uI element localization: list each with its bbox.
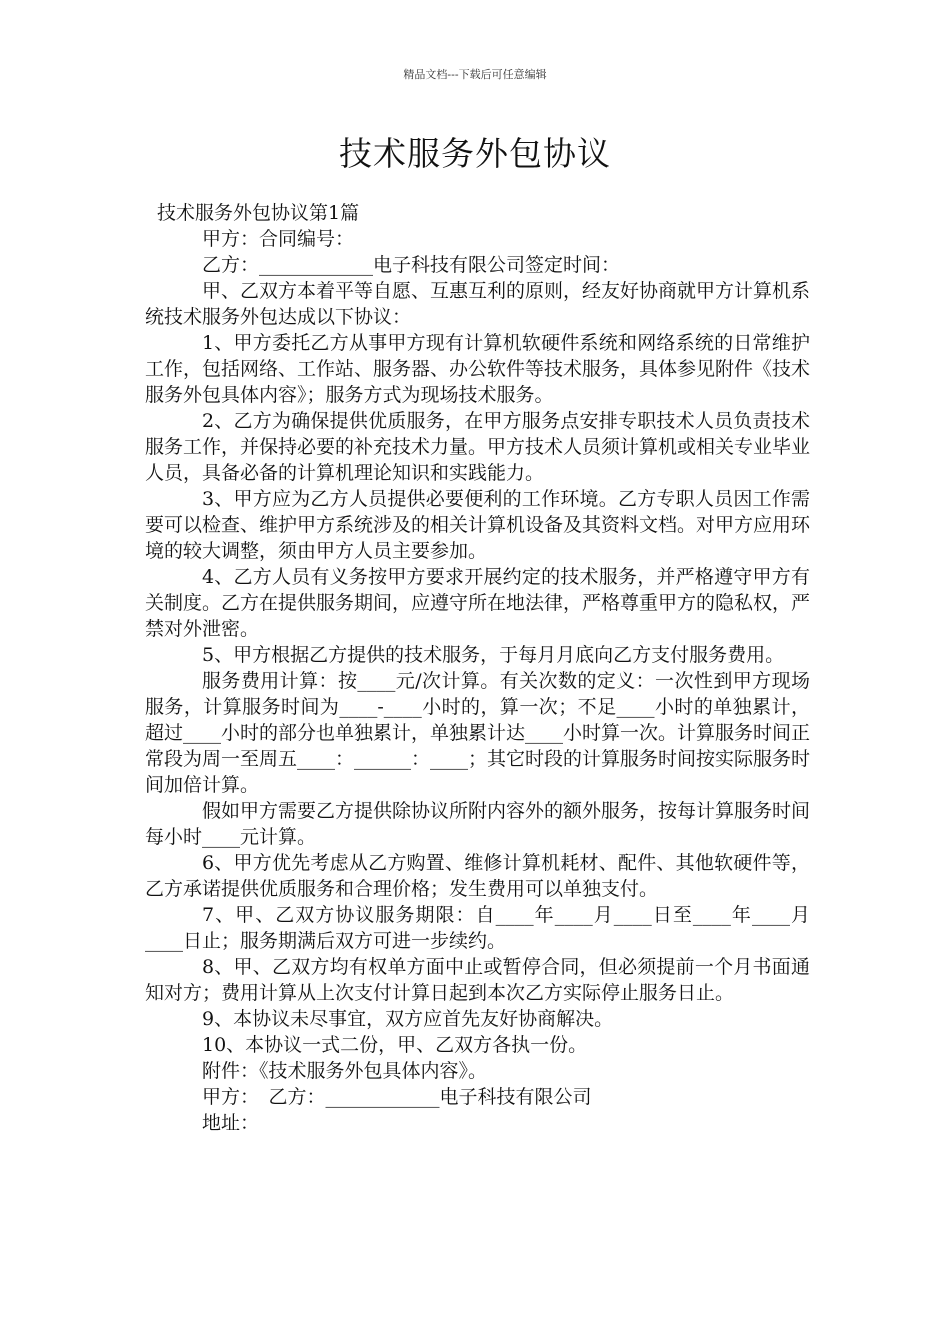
clause-5: 5、甲方根据乙方提供的技术服务，于每月月底向乙方支付服务费用。 <box>202 644 785 666</box>
address-line: 地址： <box>202 1112 260 1134</box>
attachment-line: 附件：《技术服务外包具体内容》。 <box>202 1060 488 1082</box>
clause-10: 10、本协议一式二份，甲、乙双方各执一份。 <box>202 1034 588 1056</box>
clause-3: 3、甲方应为乙方人员提供必要便利的工作环境。乙方专职人员因工作需要可以检查、维护甲方系统涉及的相关计算机设备及其资料文档。对甲方应用环境的较大调整，须由甲方人员主要参加。 <box>145 488 811 562</box>
fee-calculation-paragraph: 服务费用计算：按____元/次计算。有关次数的定义：一次性到甲方现场服务，计算服务时间为____-____小时的，算一次；不足____小时的单独累计，超过____小时的部分也单独累计，单独累计达____小时算一次。计算服务时间正常段为周一至周五____：______：____；其它时段的计算服务时间按实际服务时间加倍计算。 <box>145 670 811 796</box>
document-title: 技术服务外包协议 <box>339 134 611 173</box>
clause-8: 8、甲、乙双方均有权单方面中止或暂停合同，但必须提前一个月书面通知对方；费用计算从上次支付计算日起到本次乙方实际停止服务日止。 <box>145 956 810 1004</box>
clause-4: 4、乙方人员有义务按甲方要求开展约定的技术服务，并严格遵守甲方有关制度。乙方在提供服务期间，应遵守所在地法律，严格尊重甲方的隐私权，严禁对外泄密。 <box>145 566 811 640</box>
clause-7: 7、甲、乙双方协议服务期限：自____年____月____日至____年____月____日止；服务期满后双方可进一步续约。 <box>145 904 810 952</box>
document-body <box>145 200 810 1136</box>
party-a-line: 甲方：合同编号： <box>202 228 355 250</box>
extra-service-paragraph: 假如甲方需要乙方提供除协议所附内容外的额外服务，按每计算服务时间每小时____元计算。 <box>145 800 811 848</box>
clause-6: 6、甲方优先考虑从乙方购置、维修计算机耗材、配件、其他软硬件等，乙方承诺提供优质服务和合理价格；发生费用可以单独支付。 <box>145 852 810 900</box>
preamble-paragraph: 甲、乙双方本着平等自愿、互惠互利的原则，经友好协商就甲方计算机系统技术服务外包达成以下协议： <box>145 280 811 328</box>
clause-9: 9、本协议未尽事宜，双方应首先友好协商解决。 <box>202 1008 614 1030</box>
signature-line: 甲方： 乙方：____________电子科技有限公司 <box>202 1086 592 1108</box>
section-subtitle: 技术服务外包协议第1篇 <box>157 202 360 224</box>
clause-1: 1、甲方委托乙方从事甲方现有计算机软硬件系统和网络系统的日常维护工作，包括网络、工作站、服务器、办公软件等技术服务，具体参见附件《技术服务外包具体内容》；服务方式为现场技术服务。 <box>145 332 811 406</box>
header-note: 精品文档---下载后可任意编辑 <box>403 68 547 81</box>
clause-2: 2、乙方为确保提供优质服务，在甲方服务点安排专职技术人员负责技术服务工作，并保持必要的补充技术力量。甲方技术人员须计算机或相关专业毕业人员，具备必备的计算机理论知识和实践能力。 <box>145 410 811 484</box>
party-b-line: 乙方：____________电子科技有限公司签定时间： <box>202 254 621 276</box>
